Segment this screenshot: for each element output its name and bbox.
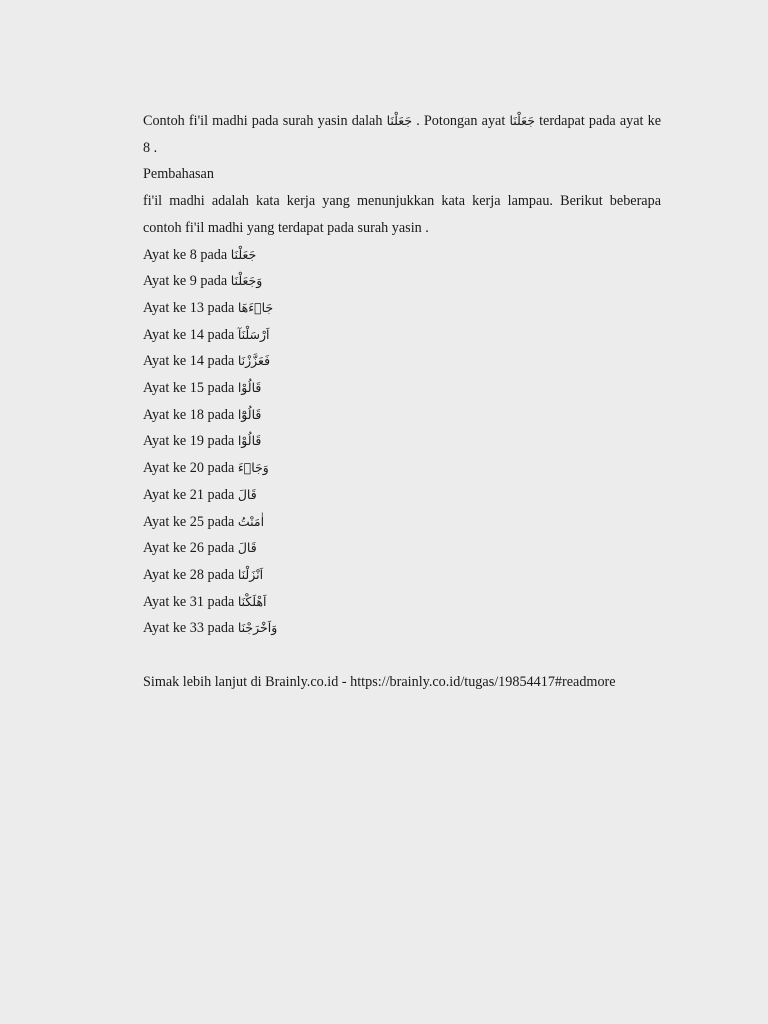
ayat-arabic-word: فَعَزَّزْنَا	[237, 353, 271, 369]
ayat-row	[143, 348, 661, 375]
ayat-arabic-word: قَالُوْا	[237, 380, 262, 396]
ayat-arabic-word: وَجَاۤءَ	[237, 460, 269, 476]
intro-text-3: terdapat pada ayat ke 8 .	[143, 113, 662, 156]
intro-paragraph	[143, 108, 661, 161]
intro-arabic-word-2: جَعَلْنَا	[509, 113, 535, 128]
ayat-label: Ayat ke 26 pada	[143, 540, 235, 557]
ayat-label: Ayat ke 20 pada	[143, 460, 235, 477]
ayat-label: Ayat ke 13 pada	[143, 299, 235, 316]
source-footer: Simak lebih lanjut di Brainly.co.id - https://brainly.co.id/tugas/19854417#readmore	[143, 673, 616, 690]
ayat-row	[143, 589, 661, 616]
document-body	[143, 108, 661, 695]
ayat-row	[143, 509, 661, 536]
ayat-arabic-word: اَنْزَلْنَا	[237, 566, 264, 582]
ayat-label: Ayat ke 19 pada	[143, 433, 235, 450]
ayat-arabic-word: جَعَلْنَا	[230, 246, 257, 262]
ayat-arabic-word: قَالُوْا	[237, 433, 262, 449]
ayat-label: Ayat ke 28 pada	[143, 566, 235, 583]
ayat-arabic-word: قَالُوْٓا	[237, 406, 262, 422]
ayat-arabic-word: اَرْسَلْنَآ	[237, 326, 270, 342]
ayat-label: Ayat ke 31 pada	[143, 593, 235, 610]
ayat-arabic-word: وَاَخْرَجْنَا	[237, 620, 278, 636]
ayat-label: Ayat ke 8 pada	[143, 246, 228, 263]
ayat-row	[143, 242, 661, 269]
ayat-arabic-word: جَاۤءَهَا	[237, 299, 274, 315]
ayat-row	[143, 615, 661, 642]
explanation-paragraph: fi'il madhi adalah kata kerja yang menunjukkan kata kerja lampau. Berikut beberapa contoh fi'il madhi yang terdapat pada surah yasin .	[143, 193, 661, 236]
blank-line	[143, 642, 661, 669]
ayat-label: Ayat ke 33 pada	[143, 620, 235, 637]
intro-text-2: . Potongan ayat	[416, 113, 506, 129]
ayat-arabic-word: وَجَعَلْنَا	[230, 273, 263, 289]
ayat-arabic-word: اٰمَنْتُ	[237, 513, 265, 529]
ayat-arabic-word: اَهْلَكْنَا	[237, 593, 267, 609]
ayat-arabic-word: قَالَ	[237, 486, 257, 502]
ayat-label: Ayat ke 21 pada	[143, 486, 235, 503]
ayat-row	[143, 428, 661, 455]
ayat-row	[143, 535, 661, 562]
ayat-row	[143, 375, 661, 402]
ayat-row	[143, 295, 661, 322]
ayat-label: Ayat ke 25 pada	[143, 513, 235, 530]
ayat-arabic-word: قَالَ	[237, 540, 257, 556]
ayat-row	[143, 322, 661, 349]
section-heading: Pembahasan	[143, 166, 214, 183]
ayat-label: Ayat ke 9 pada	[143, 273, 228, 290]
ayat-label: Ayat ke 14 pada	[143, 326, 235, 343]
ayat-list	[143, 242, 661, 643]
ayat-row	[143, 455, 661, 482]
ayat-label: Ayat ke 15 pada	[143, 380, 235, 397]
ayat-row	[143, 268, 661, 295]
intro-text-1: Contoh fi'il madhi pada surah yasin dalah	[143, 113, 383, 129]
intro-arabic-word-1: جَعَلْنَا	[386, 113, 413, 128]
ayat-row	[143, 562, 661, 589]
ayat-label: Ayat ke 14 pada	[143, 353, 235, 370]
ayat-row	[143, 482, 661, 509]
ayat-label: Ayat ke 18 pada	[143, 406, 235, 423]
ayat-row	[143, 402, 661, 429]
